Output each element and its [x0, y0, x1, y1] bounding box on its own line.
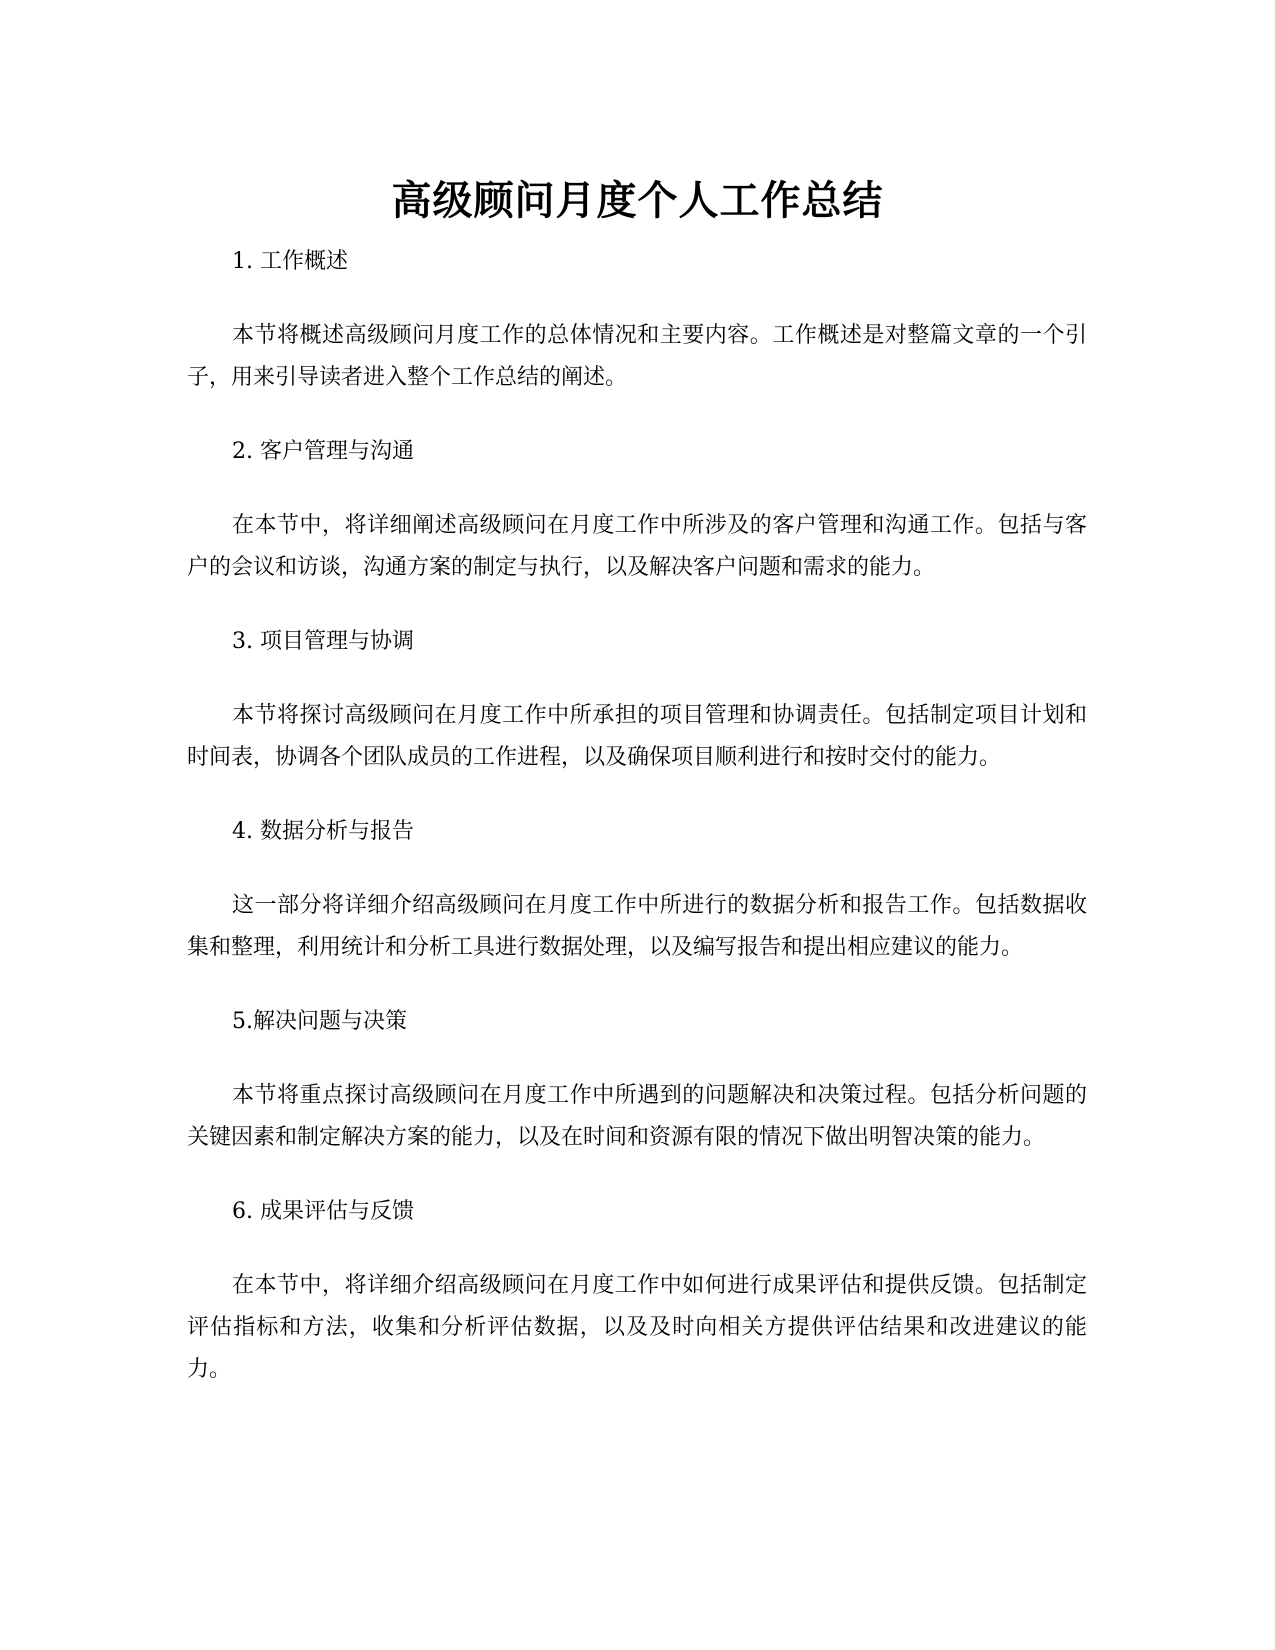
section-heading-3: 3. 项目管理与协调: [232, 629, 414, 654]
section-heading-6: 6. 成果评估与反馈: [232, 1199, 414, 1224]
section-paragraph-4: 这一部分将详细介绍高级顾问在月度工作中所进行的数据分析和报告工作。包括数据收集和整理，利用统计和分析工具进行数据处理，以及编写报告和提出相应建议的能力。: [187, 893, 1087, 960]
section-paragraph-5: 本节将重点探讨高级顾问在月度工作中所遇到的问题解决和决策过程。包括分析问题的关键因素和制定解决方案的能力，以及在时间和资源有限的情况下做出明智决策的能力。: [187, 1083, 1087, 1150]
document-body: [187, 241, 1087, 1423]
section-paragraph-1: 本节将概述高级顾问月度工作的总体情况和主要内容。工作概述是对整篇文章的一个引子，用来引导读者进入整个工作总结的阐述。: [187, 323, 1087, 390]
section-heading-1: 1. 工作概述: [232, 249, 348, 274]
section-paragraph-3: 本节将探讨高级顾问在月度工作中所承担的项目管理和协调责任。包括制定项目计划和时间表，协调各个团队成员的工作进程，以及确保项目顺利进行和按时交付的能力。: [187, 703, 1087, 770]
section-heading-4: 4. 数据分析与报告: [232, 819, 414, 844]
section-heading-5: 5.解决问题与决策: [232, 1009, 407, 1034]
document-title: 高级顾问月度个人工作总结: [391, 177, 884, 224]
section-heading-2: 2. 客户管理与沟通: [232, 439, 414, 464]
section-paragraph-6: 在本节中，将详细介绍高级顾问在月度工作中如何进行成果评估和提供反馈。包括制定评估指标和方法，收集和分析评估数据，以及及时向相关方提供评估结果和改进建议的能力。: [187, 1273, 1087, 1382]
section-paragraph-2: 在本节中，将详细阐述高级顾问在月度工作中所涉及的客户管理和沟通工作。包括与客户的会议和访谈，沟通方案的制定与执行，以及解决客户问题和需求的能力。: [187, 513, 1087, 580]
